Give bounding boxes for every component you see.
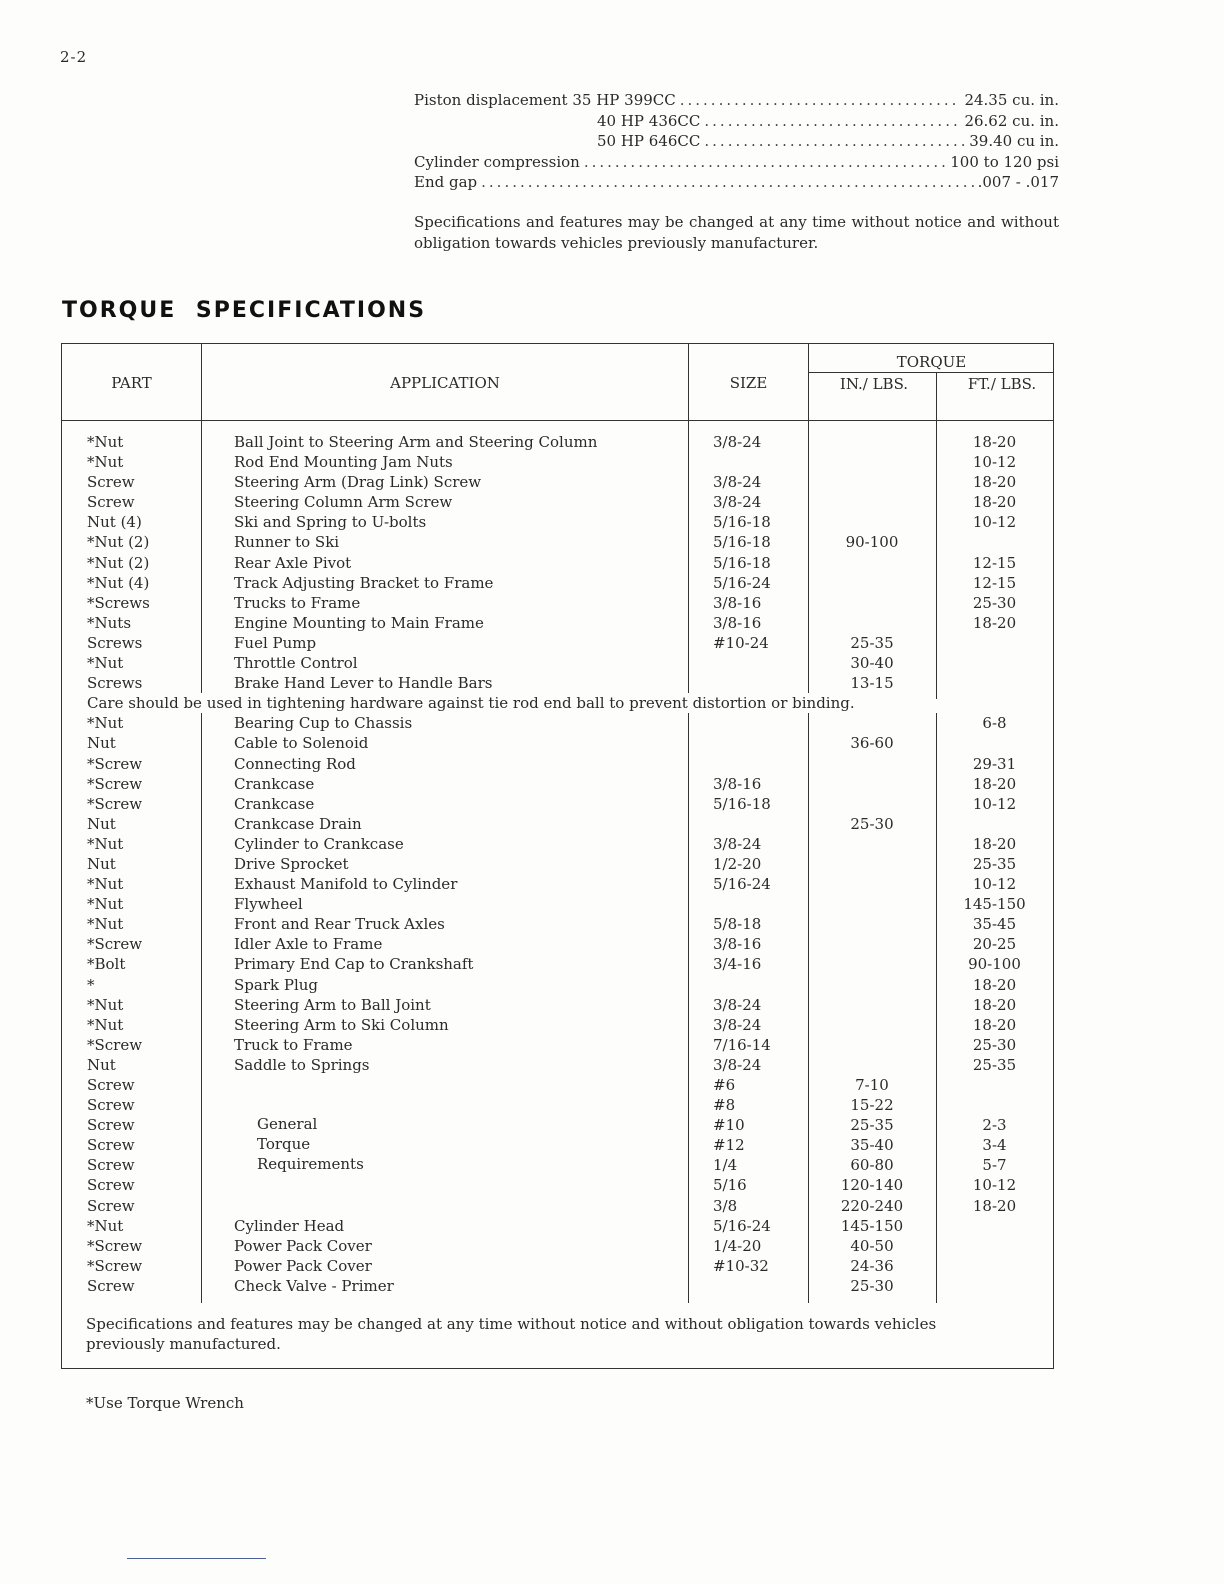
cell-size: 3/8-24 <box>713 834 762 853</box>
cell-application: Crankcase Drain <box>234 814 362 833</box>
cell-size: 3/8-24 <box>713 493 762 512</box>
cell-in-lbs: 90-100 <box>845 533 899 552</box>
cell-part: *Screw <box>87 754 143 773</box>
cell-application: Fuel Pump <box>234 633 317 652</box>
cell-size: 5/16-18 <box>713 533 771 552</box>
cell-part: * <box>87 975 95 994</box>
cell-application: Truck to Frame <box>234 1035 353 1054</box>
cell-size: 5/16-24 <box>713 573 771 592</box>
cell-part: Screw <box>87 493 135 512</box>
spec-disclaimer: Specifications and features may be changed at any time without notice and without obligation towards vehicles previously manufacturer. <box>414 213 1059 252</box>
cell-part: Screw <box>87 1136 135 1155</box>
table-row <box>62 633 1053 653</box>
cell-ft-lbs: 10-12 <box>972 513 1017 532</box>
cell-ft-lbs: 29-31 <box>972 754 1017 773</box>
cell-in-lbs: 30-40 <box>850 654 894 673</box>
table-row <box>62 995 1053 1015</box>
cell-application: Engine Mounting to Main Frame <box>234 613 484 632</box>
table-row <box>62 1055 1053 1075</box>
cell-application: Spark Plug <box>234 975 319 994</box>
table-row <box>62 814 1053 834</box>
cell-ft-lbs: 18-20 <box>972 975 1017 994</box>
general-label-line: Torque <box>257 1135 311 1154</box>
cell-size: 5/16 <box>713 1176 747 1195</box>
table-row <box>62 894 1053 914</box>
cell-in-lbs: 145-150 <box>840 1216 904 1235</box>
cell-size: 3/8 <box>713 1196 738 1215</box>
cell-size: 5/16-18 <box>713 794 771 813</box>
cell-part: *Screws <box>87 593 150 612</box>
cell-application: Check Valve - Primer <box>234 1276 394 1295</box>
spec-value: .007 - .017 <box>977 173 1059 191</box>
table-row <box>62 1015 1053 1035</box>
cell-part: Nut (4) <box>87 513 142 532</box>
cell-ft-lbs: 18-20 <box>972 473 1017 492</box>
table-body <box>62 432 1053 1296</box>
cell-in-lbs: 120-140 <box>840 1176 904 1195</box>
cell-size: 3/8-24 <box>713 433 762 451</box>
cell-size: 5/16-18 <box>713 553 771 572</box>
cell-application: Power Pack Cover <box>234 1236 372 1255</box>
col-header-size: SIZE <box>729 374 768 392</box>
cell-ft-lbs: 10-12 <box>972 794 1017 813</box>
cell-part: *Screw <box>87 1035 143 1054</box>
cell-application: Front and Rear Truck Axles <box>234 915 445 934</box>
cell-size: #10-32 <box>713 1256 769 1275</box>
leader-dots <box>481 172 973 193</box>
cell-in-lbs: 15-22 <box>850 1096 894 1115</box>
cell-ft-lbs: 18-20 <box>972 433 1017 451</box>
cell-ft-lbs: 3-4 <box>982 1136 1007 1155</box>
cell-ft-lbs: 25-35 <box>972 1055 1017 1074</box>
cell-application: Ball Joint to Steering Arm and Steering Column <box>234 433 598 451</box>
table-note: Care should be used in tightening hardware against tie rod end ball to prevent distortion or binding. <box>87 694 855 713</box>
spec-row-compression <box>414 152 1059 173</box>
cell-in-lbs: 25-30 <box>850 814 894 833</box>
cell-ft-lbs: 12-15 <box>972 573 1017 592</box>
spec-row-40hp <box>414 111 1059 132</box>
cell-size: #12 <box>713 1136 745 1155</box>
cell-part: *Nut <box>87 714 124 733</box>
cell-size: 5/16-24 <box>713 875 771 894</box>
cell-part: *Nut <box>87 834 124 853</box>
cell-size: #10-24 <box>713 633 769 652</box>
cell-size: 3/8-24 <box>713 1055 762 1074</box>
table-row <box>62 934 1053 954</box>
spec-value: 39.40 cu in. <box>969 132 1059 150</box>
cell-part: Screw <box>87 1156 135 1175</box>
cell-part: *Screw <box>87 1256 143 1275</box>
general-label-line: General <box>257 1115 318 1133</box>
table-row <box>62 1035 1053 1055</box>
table-row <box>62 1196 1053 1216</box>
cell-part: *Nut <box>87 453 124 472</box>
spec-label: Cylinder compression <box>414 152 580 171</box>
table-row <box>62 1216 1053 1236</box>
cell-application: Bearing Cup to Chassis <box>234 714 413 733</box>
table-row <box>62 1276 1053 1296</box>
cell-ft-lbs: 10-12 <box>972 453 1017 472</box>
cell-application: Steering Arm (Drag Link) Screw <box>234 473 482 492</box>
col-header-ft-lbs: FT./ LBS. <box>967 375 1037 393</box>
table-row <box>62 673 1053 693</box>
table-row <box>62 1155 1053 1175</box>
cell-application: Steering Arm to Ski Column <box>234 1015 449 1034</box>
cell-in-lbs: 24-36 <box>850 1256 894 1275</box>
table-row <box>62 754 1053 774</box>
cell-in-lbs: 25-35 <box>850 633 894 652</box>
cell-part: *Nuts <box>87 613 132 632</box>
cell-application: Cylinder Head <box>234 1216 345 1235</box>
cell-application: Saddle to Springs <box>234 1055 370 1074</box>
cell-size: 5/16-18 <box>713 513 771 532</box>
cell-ft-lbs: 18-20 <box>972 995 1017 1014</box>
cell-size: 3/8-16 <box>713 613 762 632</box>
general-label-line: Requirements <box>257 1155 364 1174</box>
cell-part: Screws <box>87 633 143 652</box>
cell-in-lbs: 60-80 <box>850 1156 894 1175</box>
cell-application: Connecting Rod <box>234 754 356 773</box>
cell-part: Nut <box>87 854 116 873</box>
cell-part: Screw <box>87 1096 135 1115</box>
cell-application: Cable to Solenoid <box>234 734 369 753</box>
cell-part: Screw <box>87 1116 135 1135</box>
cell-part: *Nut <box>87 875 124 894</box>
cell-in-lbs: 40-50 <box>850 1236 894 1255</box>
table-row <box>62 914 1053 934</box>
leader-dots <box>704 131 965 152</box>
cell-application: Trucks to Frame <box>234 593 361 612</box>
cell-in-lbs: 36-60 <box>850 734 894 753</box>
cell-part: *Nut (2) <box>87 553 150 572</box>
table-row <box>62 492 1053 512</box>
table-row <box>62 874 1053 894</box>
header-rule <box>61 420 1054 421</box>
cell-application: Drive Sprocket <box>234 854 349 873</box>
table-row <box>62 613 1053 633</box>
cell-size: 3/8-16 <box>713 935 762 954</box>
table-footer-note: Specifications and features may be changed at any time without notice and without obligation towards vehicles previously manufactured. <box>86 1315 937 1353</box>
table-row <box>62 1135 1053 1155</box>
cell-application: Exhaust Manifold to Cylinder <box>234 875 458 894</box>
table-row <box>62 854 1053 874</box>
col-header-in-lbs: IN./ LBS. <box>839 375 909 393</box>
cell-part: *Screw <box>87 1236 143 1255</box>
cell-ft-lbs: 25-30 <box>972 1035 1017 1054</box>
torque-subheader-rule <box>808 372 1054 373</box>
cell-application: Runner to Ski <box>234 533 340 552</box>
cell-ft-lbs: 10-12 <box>972 875 1017 894</box>
cell-size: 5/8-18 <box>713 915 762 934</box>
spec-label: End gap <box>414 173 478 191</box>
cell-part: *Nut <box>87 1216 124 1235</box>
table-row <box>62 794 1053 814</box>
table-row <box>62 512 1053 532</box>
general-torque-label <box>257 1114 417 1174</box>
cell-part: Screw <box>87 1276 135 1295</box>
cell-application: Cylinder to Crankcase <box>234 834 404 853</box>
cell-part: *Nut (2) <box>87 533 150 552</box>
table-row <box>62 713 1053 733</box>
cell-part: *Nut <box>87 915 124 934</box>
cell-ft-lbs: 18-20 <box>972 493 1017 512</box>
cell-size: 1/2-20 <box>713 854 762 873</box>
cell-size: 3/8-16 <box>713 774 762 793</box>
table-row <box>62 1256 1053 1276</box>
cell-part: *Screw <box>87 774 143 793</box>
cell-ft-lbs: 25-30 <box>972 593 1017 612</box>
cell-ft-lbs: 145-150 <box>963 895 1026 914</box>
table-row <box>62 573 1053 593</box>
table-row <box>62 553 1053 573</box>
cell-part: Nut <box>87 734 116 753</box>
cell-application: Crankcase <box>234 774 315 793</box>
cell-application: Primary End Cap to Crankshaft <box>234 955 474 974</box>
cell-size: #8 <box>713 1096 736 1115</box>
page-number: 2-2 <box>60 48 88 66</box>
cell-ft-lbs: 35-45 <box>972 915 1017 934</box>
cell-ft-lbs: 5-7 <box>982 1156 1007 1175</box>
cell-in-lbs: 220-240 <box>840 1196 904 1215</box>
spec-value: 24.35 cu. in. <box>964 91 1059 109</box>
page-link-underline <box>127 1558 266 1559</box>
cell-size: 1/4-20 <box>713 1236 762 1255</box>
cell-ft-lbs: 18-20 <box>972 613 1017 632</box>
cell-ft-lbs: 10-12 <box>972 1176 1017 1195</box>
cell-ft-lbs: 18-20 <box>972 834 1017 853</box>
cell-size: #6 <box>713 1076 736 1094</box>
cell-part: *Nut <box>87 433 124 451</box>
table-row <box>62 1175 1053 1195</box>
table-row <box>62 472 1053 492</box>
cell-part: Screws <box>87 674 143 693</box>
section-heading: TORQUE SPECIFICATIONS <box>62 298 427 323</box>
col-header-part: PART <box>111 374 152 392</box>
torque-wrench-note: *Use Torque Wrench <box>86 1394 244 1412</box>
leader-dots <box>584 152 946 173</box>
cell-ft-lbs: 18-20 <box>972 1196 1017 1215</box>
cell-in-lbs: 25-30 <box>850 1276 894 1295</box>
cell-application: Rear Axle Pivot <box>234 553 352 572</box>
cell-application: Track Adjusting Bracket to Frame <box>234 573 494 592</box>
cell-part: *Bolt <box>87 955 126 974</box>
cell-part: Screw <box>87 473 135 492</box>
cell-part: Screw <box>87 1196 135 1215</box>
cell-ft-lbs: 25-35 <box>972 854 1017 873</box>
cell-in-lbs: 25-35 <box>850 1116 894 1135</box>
cell-part: *Nut <box>87 995 124 1014</box>
table-row <box>62 975 1053 995</box>
table-row <box>62 733 1053 753</box>
cell-part: *Nut <box>87 895 124 914</box>
cell-part: Screw <box>87 1076 135 1094</box>
cell-part: Nut <box>87 1055 116 1074</box>
cell-part: *Nut <box>87 1015 124 1034</box>
spec-row-50hp <box>414 131 1059 152</box>
leader-dots <box>704 111 960 132</box>
cell-part: *Screw <box>87 935 143 954</box>
cell-application: Throttle Control <box>234 654 358 673</box>
table-row <box>62 1236 1053 1256</box>
cell-application: Steering Column Arm Screw <box>234 493 453 512</box>
table-row <box>62 1075 1053 1095</box>
cell-in-lbs: 35-40 <box>850 1136 894 1155</box>
cell-size: 1/4 <box>713 1156 738 1175</box>
table-row <box>62 1095 1053 1115</box>
leader-dots <box>680 90 961 111</box>
table-note-row <box>62 693 1053 713</box>
cell-ft-lbs: 18-20 <box>972 774 1017 793</box>
cell-application: Steering Arm to Ball Joint <box>234 995 431 1014</box>
spec-row-endgap <box>414 172 1059 193</box>
table-row <box>62 834 1053 854</box>
table-row <box>62 1115 1053 1135</box>
table-row <box>62 954 1053 974</box>
cell-ft-lbs: 18-20 <box>972 1015 1017 1034</box>
spec-label: 50 HP 646CC <box>597 132 701 150</box>
cell-in-lbs: 7-10 <box>855 1076 889 1094</box>
cell-part: *Screw <box>87 794 143 813</box>
cell-application: Brake Hand Lever to Handle Bars <box>234 674 493 693</box>
cell-application: Rod End Mounting Jam Nuts <box>234 453 453 472</box>
cell-application: Idler Axle to Frame <box>234 935 383 954</box>
cell-application: Ski and Spring to U-bolts <box>234 513 427 532</box>
cell-ft-lbs: 2-3 <box>982 1116 1007 1135</box>
cell-in-lbs: 13-15 <box>850 674 894 693</box>
cell-part: Screw <box>87 1176 135 1195</box>
cell-part: *Nut <box>87 654 124 673</box>
spec-label: 40 HP 436CC <box>597 111 701 130</box>
cell-size: 3/8-16 <box>713 593 762 612</box>
cell-part: Nut <box>87 814 116 833</box>
spec-value: 26.62 cu. in. <box>964 111 1059 130</box>
cell-size: 7/16-14 <box>713 1035 771 1054</box>
cell-size: 3/8-24 <box>713 1015 762 1034</box>
table-row <box>62 532 1053 552</box>
spec-row-piston <box>414 90 1059 111</box>
cell-application: Power Pack Cover <box>234 1256 372 1275</box>
spec-label: Piston displacement 35 HP 399CC <box>414 91 676 109</box>
cell-size: 3/8-24 <box>713 995 762 1014</box>
cell-size: #10 <box>713 1116 745 1135</box>
col-header-application: APPLICATION <box>390 374 500 392</box>
table-row <box>62 653 1053 673</box>
cell-size: 3/4-16 <box>713 955 762 974</box>
cell-size: 5/16-24 <box>713 1216 771 1235</box>
cell-part: *Nut (4) <box>87 573 150 592</box>
cell-ft-lbs: 20-25 <box>972 935 1017 954</box>
table-row <box>62 432 1053 452</box>
table-row <box>62 774 1053 794</box>
table-row <box>62 452 1053 472</box>
cell-ft-lbs: 12-15 <box>972 553 1017 572</box>
cell-ft-lbs: 90-100 <box>968 955 1021 974</box>
cell-size: 3/8-24 <box>713 473 762 492</box>
cell-application: Crankcase <box>234 794 315 813</box>
engine-specs <box>414 90 1059 193</box>
spec-value: 100 to 120 psi <box>950 152 1059 171</box>
table-row <box>62 593 1053 613</box>
cell-ft-lbs: 6-8 <box>982 714 1007 733</box>
col-header-torque: TORQUE <box>896 353 967 371</box>
cell-application: Flywheel <box>234 895 303 914</box>
